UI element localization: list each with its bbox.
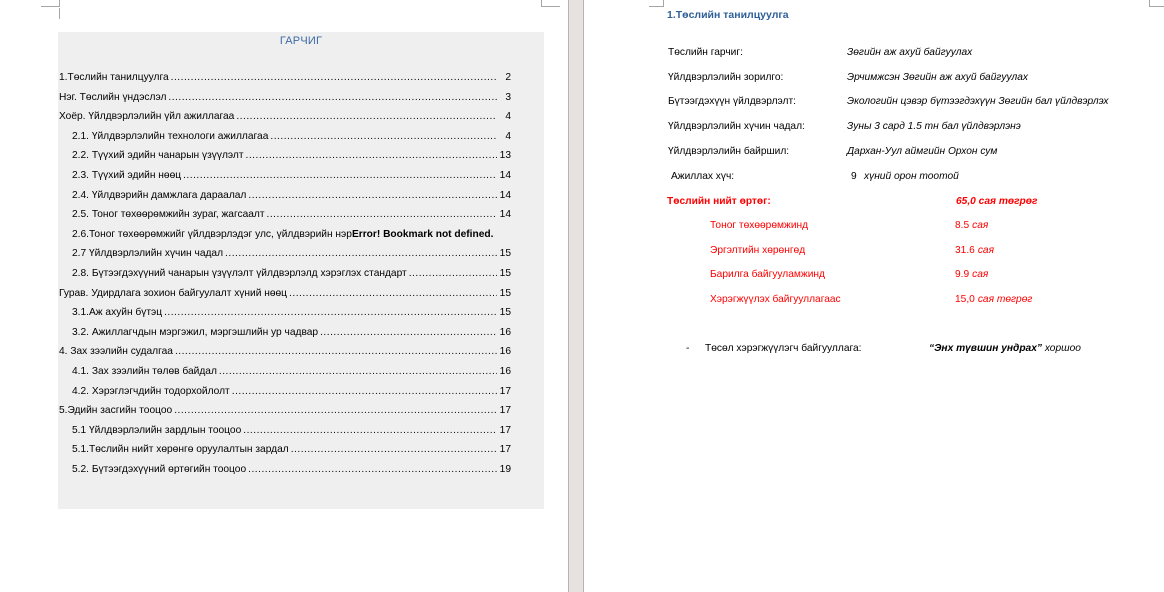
toc-dot-leader (409, 268, 497, 279)
toc-entry-title: 2.6.Тоног төхөөрөмжийг үйлдвэрлэдэг улс, үйлдвэрийн нэр (72, 228, 352, 240)
cost-breakdown-amount (955, 294, 1032, 305)
cost-unit: сая (972, 220, 989, 231)
toc-entry[interactable] (59, 248, 511, 268)
toc-entry-title: 3.2. Ажиллагчдын мэргэжил, мэргэшлийн ур чадвар (72, 326, 319, 338)
toc-entry-title: Гурав. Удирдлага зохион байгуулалт хүний нөөц (59, 287, 288, 299)
toc-page-number: 14 (499, 189, 511, 201)
page-separator (568, 0, 584, 592)
page-corner-mark (59, 8, 60, 19)
toc-page-number: 14 (499, 209, 511, 221)
toc-entry[interactable] (59, 72, 511, 92)
toc-entry[interactable] (59, 131, 511, 151)
toc-entry-title: 3.1.Аж ахуйн бүтэц (72, 307, 163, 319)
section-heading: 1.Төслийн танилцуулга (667, 9, 789, 21)
implementer-name: “Энх түвшин ундрах” (929, 343, 1042, 354)
intro-row-label: Үйлдвэрлэлийн хүчин чадал: (668, 121, 805, 132)
cost-unit: сая (972, 269, 989, 280)
toc-dot-leader (164, 307, 497, 318)
page-corner-mark (1149, 0, 1164, 7)
toc-entry[interactable] (59, 288, 511, 308)
toc-entry[interactable] (59, 405, 511, 425)
page-corner-mark (649, 0, 664, 7)
cost-breakdown-label: Хэрэгжүүлэх байгууллагаас (710, 294, 841, 305)
cost-amount: 9.9 (955, 269, 970, 280)
toc-entry[interactable] (59, 92, 511, 112)
toc-dot-leader (174, 405, 497, 416)
cost-breakdown-amount (955, 269, 988, 280)
toc-page-number: 4 (505, 111, 511, 123)
toc-entry-title: 5.1 Үйлдвэрлэлийн зардлын тооцоо (72, 424, 242, 436)
toc-dot-leader (168, 92, 497, 103)
toc-entry[interactable] (59, 386, 511, 406)
toc-entry[interactable] (59, 209, 511, 229)
toc-page-number: 15 (499, 248, 511, 260)
workforce-number: 9 (851, 171, 857, 182)
intro-row-value: Экологийн цэвэр бүтээгдэхүүн Зөгийн бал үйлдвэрлэх (847, 96, 1109, 107)
cost-breakdown-label: Эргэлтийн хөрөнгөд (710, 245, 806, 256)
intro-row-label: Төслийн гарчиг: (668, 47, 743, 58)
toc-entry[interactable] (59, 366, 511, 386)
cost-breakdown-amount (955, 245, 994, 256)
toc-page-number: 3 (505, 91, 511, 103)
workforce-value: хүний орон тоотой (864, 171, 959, 182)
toc-entry-title: 2.1. Үйлдвэрлэлийн технологи ажиллагаа (72, 130, 269, 142)
toc-dot-leader (236, 111, 497, 122)
cost-unit: сая төгрөг (977, 294, 1033, 305)
toc-entry[interactable] (59, 229, 511, 249)
toc-entry[interactable] (59, 444, 511, 464)
toc-dot-leader (219, 366, 497, 377)
toc-entry-title: 2.7 Үйлдвэрлэлийн хүчин чадал (72, 248, 224, 260)
workforce-label: Ажиллах хүч: (671, 171, 735, 182)
toc-list (59, 72, 511, 483)
implementer-value (929, 343, 1081, 354)
toc-page-number: 13 (499, 150, 511, 162)
toc-entry-title: 2.2. Түүхий эдийн чанарын үзүүлэлт (72, 150, 244, 162)
toc-page-number: 15 (499, 287, 511, 299)
toc-page-number: 17 (499, 385, 511, 397)
toc-page-number: 17 (499, 424, 511, 436)
toc-dot-leader (225, 248, 497, 259)
toc-dot-leader (232, 386, 497, 397)
toc-dot-leader (270, 131, 497, 142)
toc-entry[interactable] (59, 307, 511, 327)
table-of-contents[interactable] (58, 32, 544, 509)
intro-row-value: Эрчимжсэн Зөгийн аж ахуй байгуулах (847, 72, 1028, 83)
cost-breakdown-label: Барилга байгууламжинд (710, 269, 825, 280)
intro-row-value: Зуны 3 сард 1.5 тн бал үйлдвэрлэнэ (847, 121, 1021, 132)
toc-entry[interactable] (59, 425, 511, 445)
toc-page-number: 15 (499, 307, 511, 319)
toc-dot-leader (248, 464, 497, 475)
implementer-label: Төсөл хэрэгжүүлэгч байгууллага: (705, 343, 862, 354)
toc-entry-title: 1.Төслийн танилцуулга (59, 72, 169, 83)
toc-entry[interactable] (59, 150, 511, 170)
toc-entry-error: Error! Bookmark not defined. (351, 228, 494, 240)
intro-row-label: Бүтээгдэхүүн үйлдвэрлэлт: (668, 96, 796, 107)
toc-page-number: 14 (499, 169, 511, 181)
toc-dot-leader (243, 425, 497, 436)
toc-dot-leader (248, 190, 497, 201)
toc-entry-title: 5.1.Төслийн нийт хөрөнгө оруулалтын зардал (72, 444, 289, 456)
toc-entry-title: 5.2. Бүтээгдэхүүний өртөгийн тооцоо (72, 463, 247, 475)
intro-row-value: Зөгийн аж ахуй байгуулах (847, 47, 973, 58)
toc-entry[interactable] (59, 346, 511, 366)
toc-entry-title: 4.1. Зах зээлийн төлөв байдал (72, 365, 217, 377)
intro-row-value: Дархан-Уул аймгийн Орхон сум (847, 146, 998, 157)
cost-unit: сая (977, 245, 995, 256)
toc-dot-leader (246, 150, 498, 161)
toc-page-number: 17 (499, 405, 511, 417)
toc-page-number: 19 (499, 463, 511, 475)
toc-entry-title: 5.Эдийн засгийн тооцоо (59, 405, 173, 417)
toc-dot-leader (171, 72, 497, 83)
page-corner-mark (41, 0, 60, 7)
toc-entry-title: 2.5. Тоног төхөөрөмжийн зураг, жагсаалт (72, 209, 265, 221)
cost-breakdown-amount (955, 220, 988, 231)
toc-entry[interactable] (59, 190, 511, 210)
implementer-suffix: хоршоо (1044, 343, 1081, 354)
toc-page-number: 15 (499, 267, 511, 279)
page-corner-mark (541, 0, 560, 7)
toc-page-number: 17 (499, 444, 511, 456)
total-cost-value: 65,0 сая төгрөг (956, 196, 1038, 207)
toc-page-number: 4 (505, 130, 511, 142)
toc-entry-title: 2.3. Түүхий эдийн нөөц (72, 169, 182, 181)
toc-dot-leader (175, 346, 497, 357)
toc-dot-leader (289, 288, 497, 299)
toc-dot-leader (320, 327, 497, 338)
intro-row-label: Үйлдвэрлэлийн байршил: (668, 146, 790, 157)
cost-amount: 31.6 (955, 245, 975, 256)
toc-entry-title: Хоёр. Үйлдвэрлэлийн үйл ажиллагаа (59, 111, 235, 123)
toc-entry-title: 4. Зах зээлийн судалгаа (59, 346, 173, 358)
toc-entry-title: 2.8. Бүтээгдэхүүний чанарын үзүүлэлт үйлдвэрлэлд хэрэглэх стандарт (72, 267, 407, 279)
cost-breakdown-label: Тоног төхөөрөмжинд (710, 220, 809, 231)
toc-page-number: 2 (505, 72, 511, 83)
bullet-dash: - (686, 343, 690, 354)
toc-dot-leader (267, 209, 497, 220)
toc-entry[interactable] (59, 268, 511, 288)
toc-entry-title: 4.2. Хэрэглэгчдийн тодорхойлолт (72, 385, 230, 397)
toc-dot-leader (291, 444, 497, 455)
toc-entry[interactable] (59, 111, 511, 131)
toc-entry[interactable] (59, 170, 511, 190)
total-cost-label: Төслийн нийт өртөг: (667, 196, 771, 207)
toc-page-number: 16 (499, 346, 511, 358)
toc-page-number: 16 (499, 365, 511, 377)
cost-amount: 15,0 (955, 294, 975, 305)
intro-row-label: Үйлдвэрлэлийн зорилго: (668, 72, 784, 83)
toc-entry-title: 2.4. Үйлдвэрийн дамжлага дараалал (72, 189, 247, 201)
toc-dot-leader (183, 170, 497, 181)
toc-entry[interactable] (59, 464, 511, 484)
toc-title: ГАРЧИГ (279, 35, 323, 47)
toc-entry-title: Нэг. Төслийн үндэслэл (59, 91, 167, 103)
cost-amount: 8.5 (955, 220, 970, 231)
toc-page-number: 16 (499, 326, 511, 338)
toc-entry[interactable] (59, 327, 511, 347)
